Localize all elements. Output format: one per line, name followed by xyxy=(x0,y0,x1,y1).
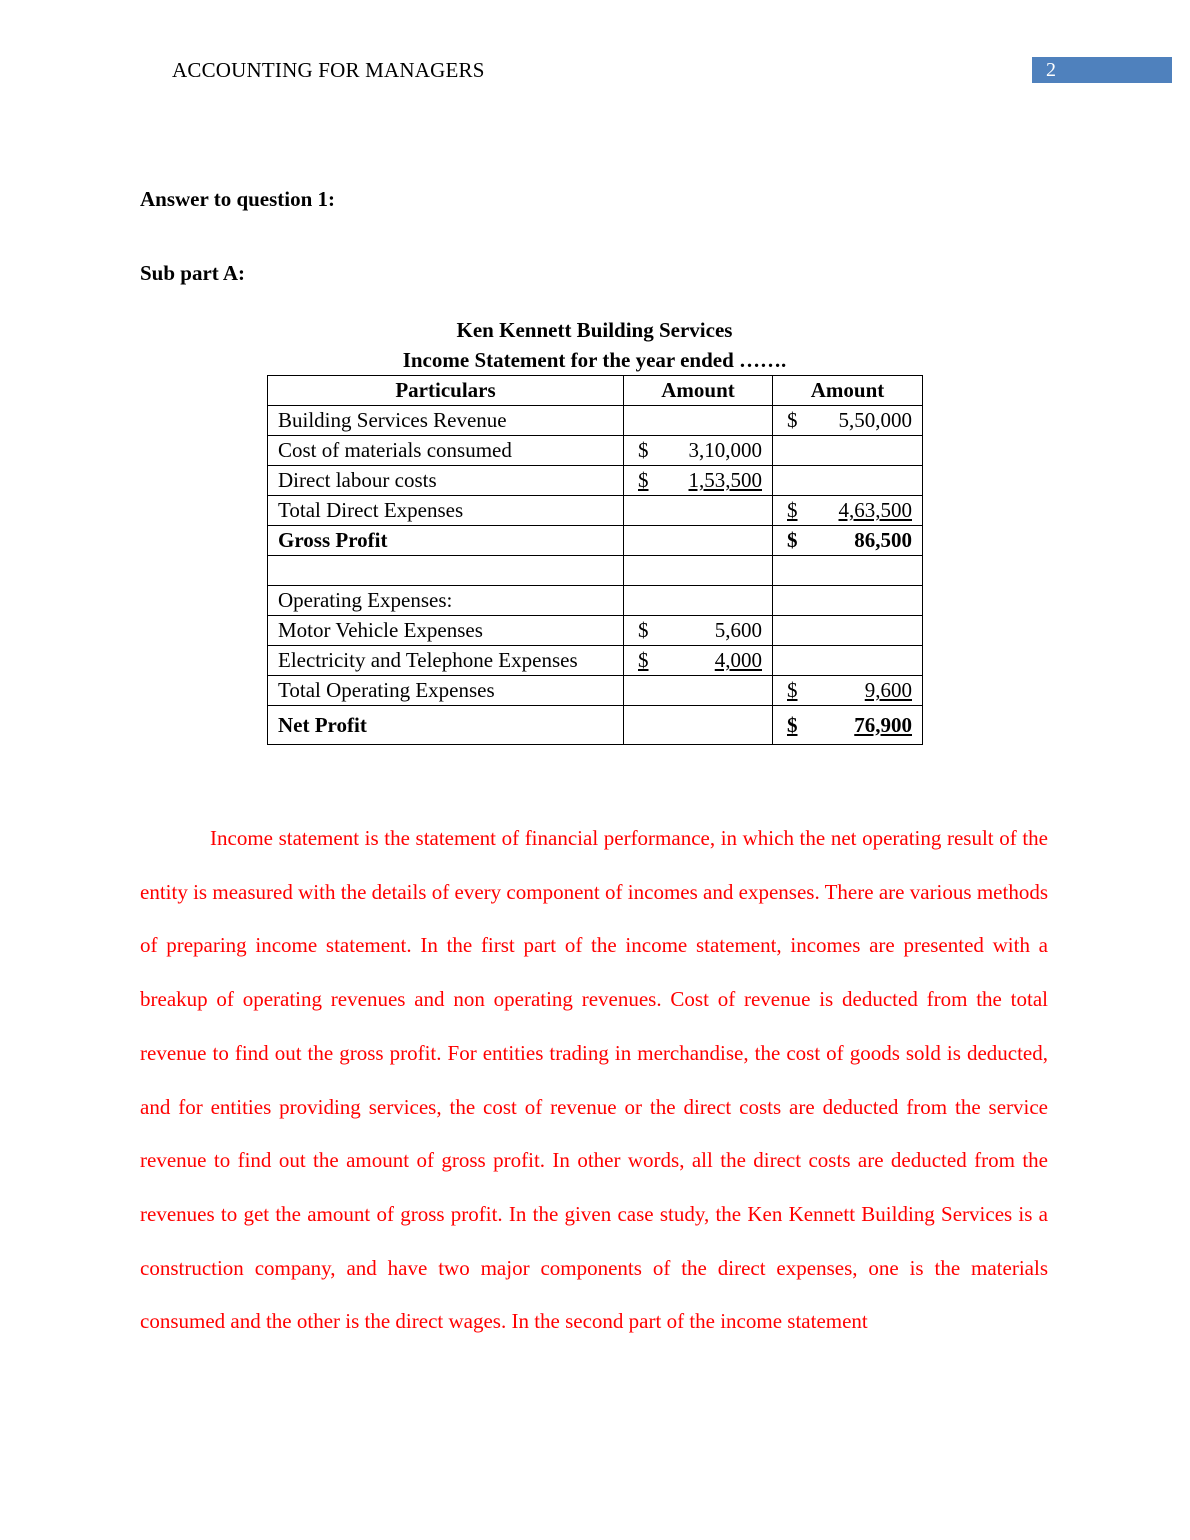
amount-value: 76,900 xyxy=(854,712,912,737)
amount-value: 3,10,000 xyxy=(688,438,762,462)
amount-value: 9,600 xyxy=(864,678,912,702)
table-row xyxy=(268,556,923,586)
table-row xyxy=(268,646,923,676)
amount-cell-1 xyxy=(624,406,773,436)
amount-value: 4,63,500 xyxy=(838,498,912,522)
amount-cell-2 xyxy=(773,586,923,616)
row-label: Total Direct Expenses xyxy=(268,496,624,526)
row-label: Cost of materials consumed xyxy=(268,436,624,466)
company-name: Ken Kennett Building Services xyxy=(456,318,733,342)
currency-symbol: $ xyxy=(638,468,649,492)
explanation-paragraph: Income statement is the statement of financial performance, in which the net operating result of the entity is measured with the details of every component of incomes and expenses. There are various methods of preparing income statement. In the first part of the income statement, incomes are presented with a breakup of operating revenues and non operating revenues. Cost of revenue is deducted from the total revenue to find out the gross profit. For entities trading in merchandise, the cost of goods sold is deducted, and for entities providing services, the cost of revenue or the direct costs are deducted from the service revenue to find out the amount of gross profit. In other words, all the direct costs are deducted from the revenues to get the amount of gross profit. In the given case study, the Ken Kennett Building Services is a construction company, and have two major components of the direct expenses, one is the materials consumed and the other is the direct wages. In the second part of the income statement xyxy=(140,826,1048,1334)
row-label: Gross Profit xyxy=(268,526,624,556)
amount-cell-2 xyxy=(773,556,923,586)
amount-value: 5,50,000 xyxy=(838,408,912,432)
col-particulars: Particulars xyxy=(268,376,624,406)
amount-value: 1,53,500 xyxy=(688,468,762,492)
amount-cell-2 xyxy=(773,436,923,466)
table-row xyxy=(268,616,923,646)
amount-cell-2 xyxy=(773,466,923,496)
row-label: Operating Expenses: xyxy=(268,586,624,616)
currency-symbol: $ xyxy=(638,438,649,462)
table-row xyxy=(268,436,923,466)
amount-value: 4,000 xyxy=(714,648,762,672)
currency-symbol: $ xyxy=(787,408,798,432)
amount-cell-2 xyxy=(773,526,923,556)
table-row xyxy=(268,406,923,436)
amount-cell-1 xyxy=(624,436,773,466)
income-statement-table xyxy=(267,375,923,745)
amount-cell-1 xyxy=(624,496,773,526)
currency-symbol: $ xyxy=(787,678,798,702)
row-label xyxy=(268,556,624,586)
amount-cell-2 xyxy=(773,676,923,706)
amount-cell-1 xyxy=(624,646,773,676)
currency-symbol: $ xyxy=(638,618,649,642)
currency-symbol: $ xyxy=(787,712,798,737)
table-header-row xyxy=(268,376,923,406)
currency-symbol: $ xyxy=(787,498,798,522)
table-row xyxy=(268,706,923,745)
row-label: Building Services Revenue xyxy=(268,406,624,436)
statement-title: Income Statement for the year ended ……. xyxy=(402,348,787,372)
table-row xyxy=(268,676,923,706)
amount-cell-1 xyxy=(624,586,773,616)
answer-heading: Answer to question 1: xyxy=(140,187,336,211)
table-row xyxy=(268,496,923,526)
amount-cell-1 xyxy=(624,706,773,745)
col-amount-1: Amount xyxy=(624,376,773,406)
table-row xyxy=(268,466,923,496)
amount-cell-2 xyxy=(773,646,923,676)
page-number: 2 xyxy=(1032,57,1172,83)
row-label: Total Operating Expenses xyxy=(268,676,624,706)
amount-cell-1 xyxy=(624,616,773,646)
subpart-heading: Sub part A: xyxy=(140,261,246,285)
row-label: Direct labour costs xyxy=(268,466,624,496)
amount-cell-1 xyxy=(624,676,773,706)
row-label: Electricity and Telephone Expenses xyxy=(268,646,624,676)
amount-cell-2 xyxy=(773,496,923,526)
amount-cell-1 xyxy=(624,556,773,586)
currency-symbol: $ xyxy=(787,528,798,552)
currency-symbol: $ xyxy=(638,648,649,672)
table-row xyxy=(268,586,923,616)
amount-value: 5,600 xyxy=(714,618,762,642)
running-header: ACCOUNTING FOR MANAGERS xyxy=(172,58,485,82)
table-row xyxy=(268,526,923,556)
amount-cell-2 xyxy=(773,616,923,646)
amount-cell-1 xyxy=(624,526,773,556)
col-amount-2: Amount xyxy=(773,376,923,406)
amount-cell-1 xyxy=(624,466,773,496)
amount-value: 86,500 xyxy=(854,528,912,552)
row-label: Net Profit xyxy=(268,706,624,745)
amount-cell-2 xyxy=(773,406,923,436)
row-label: Motor Vehicle Expenses xyxy=(268,616,624,646)
amount-cell-2 xyxy=(773,706,923,745)
